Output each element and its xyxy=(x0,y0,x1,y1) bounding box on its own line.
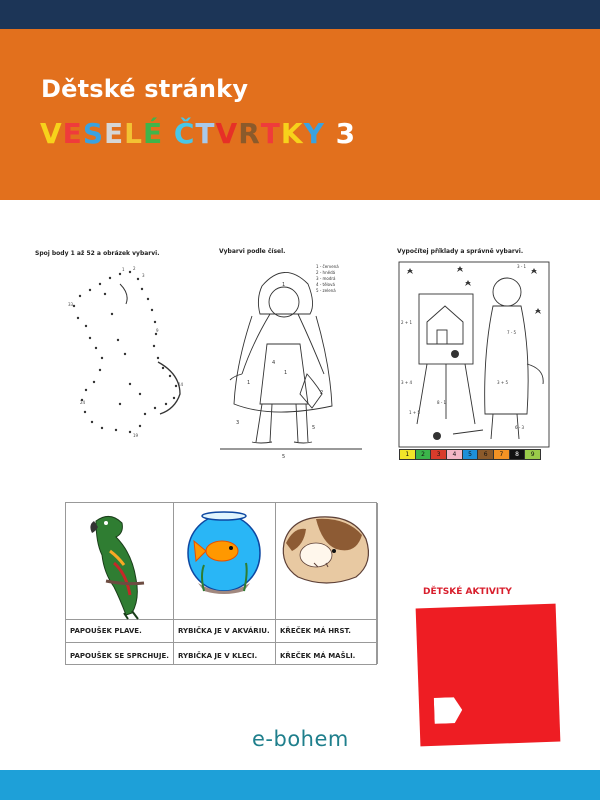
color-key-cell: 3 xyxy=(431,450,447,459)
table-cell: PAPOUŠEK SE SPRCHUJE. xyxy=(70,652,169,660)
title-letter: R xyxy=(238,117,261,150)
table-cell: KŘEČEK MÁ MAŠLI. xyxy=(280,652,356,660)
sentence-table xyxy=(65,502,377,665)
page-title xyxy=(40,117,356,150)
svg-text:14: 14 xyxy=(178,382,184,387)
svg-text:3: 3 xyxy=(236,420,240,426)
svg-text:1: 1 xyxy=(284,370,288,376)
table-cell: KŘEČEK MÁ HRST. xyxy=(280,627,351,635)
table-column-fish xyxy=(174,503,276,664)
hamster-image xyxy=(276,503,377,620)
svg-text:1 + 5: 1 + 5 xyxy=(409,410,420,415)
title-letter xyxy=(325,117,336,150)
title-letter: É xyxy=(142,117,164,150)
worksheet-caption: Vypočítej příklady a správně vybarvi. xyxy=(397,248,524,255)
title-letter xyxy=(163,117,174,150)
title-letter: V xyxy=(215,117,239,150)
table-cell: RYBIČKA JE V KLECI. xyxy=(178,652,258,660)
page-subtitle: Dětské stránky xyxy=(41,75,249,103)
title-letter: 3 xyxy=(335,117,357,150)
worksheet-connect-dots xyxy=(30,244,190,454)
worksheet-color-by-number xyxy=(212,244,372,466)
girl-outline xyxy=(212,244,372,466)
svg-text:24: 24 xyxy=(80,400,86,405)
painter-outline xyxy=(397,244,557,449)
title-letter: V xyxy=(40,117,63,150)
svg-text:8 - 1: 8 - 1 xyxy=(437,400,447,405)
color-key-cell: 7 xyxy=(494,450,510,459)
activity-label: DĚTSKÉ AKTIVITY xyxy=(423,587,512,597)
title-letter: T xyxy=(260,117,281,150)
title-letter: S xyxy=(82,117,104,150)
svg-text:2: 2 xyxy=(133,266,136,271)
table-column-hamster xyxy=(276,503,378,664)
svg-text:2: 2 xyxy=(320,390,324,396)
title-letter: T xyxy=(195,117,216,150)
worksheet-caption: Vybarvi podle čísel. xyxy=(219,248,286,255)
color-key-cell: 5 xyxy=(463,450,479,459)
parrot-image xyxy=(66,503,173,620)
brand-logo[interactable]: e-bohem xyxy=(252,727,349,751)
svg-text:3: 3 xyxy=(142,273,145,278)
table-cell: RYBIČKA JE V AKVÁRIU. xyxy=(178,627,270,635)
svg-text:5: 5 xyxy=(312,425,316,431)
color-key-cell: 1 xyxy=(400,450,416,459)
svg-text:4: 4 xyxy=(272,360,276,366)
svg-text:5: 5 xyxy=(282,454,286,460)
svg-text:2 + 1: 2 + 1 xyxy=(401,320,412,325)
title-letter: Č xyxy=(173,117,196,150)
fish-bowl-image xyxy=(174,503,275,620)
svg-text:33: 33 xyxy=(68,302,74,307)
color-key-cell: 2 xyxy=(416,450,432,459)
title-letter: E xyxy=(62,117,83,150)
svg-text:1: 1 xyxy=(247,380,251,386)
svg-text:6 - 3: 6 - 3 xyxy=(515,425,525,430)
svg-text:9: 9 xyxy=(156,328,159,333)
color-key-cell: 9 xyxy=(525,450,540,459)
title-letter: K xyxy=(280,117,304,150)
svg-text:1: 1 xyxy=(122,267,125,272)
worksheet-math-coloring xyxy=(397,244,557,464)
activity-logo[interactable] xyxy=(416,604,561,747)
table-column-parrot xyxy=(66,503,174,664)
color-key-cell: 6 xyxy=(478,450,494,459)
worksheet-caption: Spoj body 1 až 52 a obrázek vybarvi. xyxy=(35,250,160,257)
bottom-bar xyxy=(0,770,600,800)
table-cell: PAPOUŠEK PLAVE. xyxy=(70,627,142,635)
flag-icon xyxy=(434,697,463,724)
color-key-strip xyxy=(399,449,541,460)
color-legend: 1 - červená 2 - hnědá 3 - modrá 4 - tělová 5 - zelená xyxy=(316,264,339,293)
svg-text:7 - 5: 7 - 5 xyxy=(507,330,517,335)
svg-text:3 - 1: 3 - 1 xyxy=(517,264,527,269)
svg-text:1: 1 xyxy=(282,282,286,288)
top-bar xyxy=(0,0,600,29)
color-key-cell: 4 xyxy=(447,450,463,459)
color-key-cell: 8 xyxy=(510,450,526,459)
dots-drawing xyxy=(30,244,190,454)
title-letter: E xyxy=(103,117,125,150)
svg-text:3 + 5: 3 + 5 xyxy=(497,380,508,385)
svg-text:3 + 4: 3 + 4 xyxy=(401,380,412,385)
title-letter: Y xyxy=(303,117,325,150)
svg-text:19: 19 xyxy=(133,433,139,438)
header-banner xyxy=(0,29,600,200)
title-letter: L xyxy=(124,117,143,150)
